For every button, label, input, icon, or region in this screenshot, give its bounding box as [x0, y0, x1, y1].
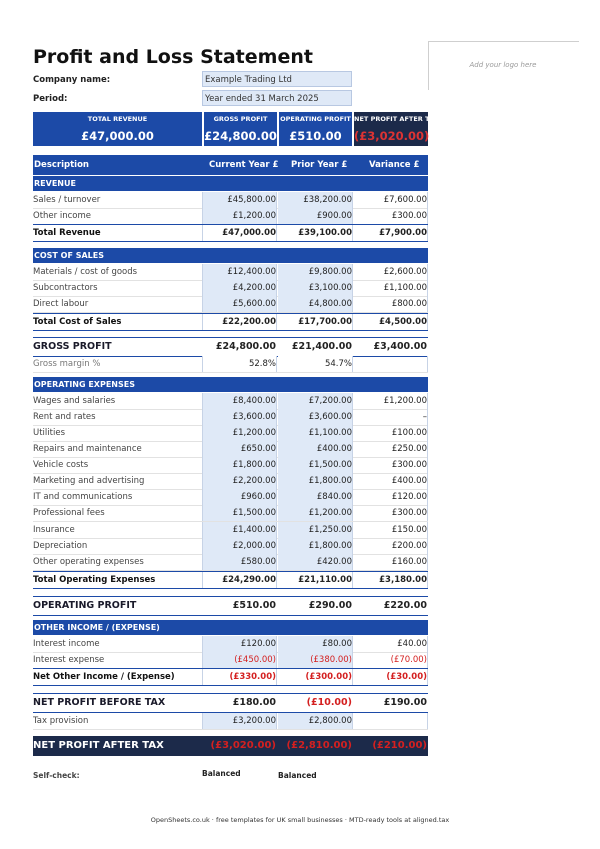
- kpi-total-revenue: [33, 112, 202, 146]
- table-row: [33, 636, 428, 653]
- prior-year-input[interactable]: £80.00: [278, 636, 353, 652]
- kpi-label: OPERATING PROFIT: [280, 115, 351, 123]
- table-row: [33, 296, 428, 313]
- kpi-value: £47,000.00: [81, 129, 154, 143]
- variance-value: £1,200.00: [354, 393, 428, 409]
- header-current-year: Current Year £: [209, 160, 279, 170]
- gross-margin-current: 52.8%: [202, 356, 277, 372]
- row-label: IT and communications: [33, 492, 133, 502]
- current-year-input[interactable]: £2,000.00: [202, 538, 277, 554]
- period-field[interactable]: Year ended 31 March 2025: [202, 90, 352, 106]
- company-name-field[interactable]: Example Trading Ltd: [202, 71, 352, 87]
- variance-value: £40.00: [354, 636, 428, 652]
- kpi-label: NET PROFIT AFTER TAX: [354, 115, 440, 123]
- current-year-input[interactable]: £4,200.00: [202, 280, 277, 296]
- footer-text: OpenSheets.co.uk · free templates for UK small businesses · MTD-ready tools at aligned.tax: [150, 816, 450, 824]
- total-current: £22,200.00: [202, 314, 277, 330]
- section-revenue: [33, 176, 428, 191]
- total-variance: (£30.00): [354, 669, 428, 685]
- prior-year-input[interactable]: £7,200.00: [278, 393, 353, 409]
- variance-value: £120.00: [354, 489, 428, 505]
- npbt-variance: £190.00: [383, 697, 427, 708]
- total-row: [33, 313, 428, 331]
- variance-value: £300.00: [354, 505, 428, 521]
- npbt-prior: (£10.00): [306, 697, 352, 708]
- table-header: [33, 155, 428, 175]
- total-prior: (£300.00): [278, 669, 353, 685]
- table-row: [33, 280, 428, 297]
- npat-prior: (£2,810.00): [286, 740, 352, 751]
- gross-profit-row: [33, 337, 428, 357]
- prior-year-input[interactable]: £38,200.00: [278, 192, 353, 208]
- variance-value: £150.00: [354, 522, 428, 538]
- kpi-value: £24,800.00: [204, 129, 277, 143]
- tax-prior-input[interactable]: £2,800.00: [278, 713, 353, 729]
- kpi-value: £510.00: [289, 129, 342, 143]
- kpi-gross-profit: [204, 112, 277, 146]
- header-variance: Variance £: [369, 160, 420, 170]
- npat-variance: (£210.00): [372, 740, 427, 751]
- row-label: Other operating expenses: [33, 557, 144, 567]
- current-year-input[interactable]: £1,500.00: [202, 505, 277, 521]
- total-row: [33, 668, 428, 686]
- prior-year-input[interactable]: £3,100.00: [278, 280, 353, 296]
- prior-year-input[interactable]: £4,800.00: [278, 296, 353, 312]
- total-prior: £17,700.00: [278, 314, 353, 330]
- current-year-input[interactable]: £8,400.00: [202, 393, 277, 409]
- row-label: Wages and salaries: [33, 396, 116, 406]
- kpi-label: TOTAL REVENUE: [87, 115, 148, 123]
- current-year-input[interactable]: £5,600.00: [202, 296, 277, 312]
- total-prior: £39,100.00: [278, 225, 353, 241]
- tax-provision-row: [33, 713, 428, 730]
- current-year-input[interactable]: £12,400.00: [202, 264, 277, 280]
- row-label: Interest expense: [33, 655, 105, 665]
- table-row: [33, 264, 428, 281]
- self-check-current: Balanced: [202, 769, 241, 778]
- row-label: Marketing and advertising: [33, 476, 145, 486]
- current-year-input[interactable]: £650.00: [202, 441, 277, 457]
- variance-value: £1,100.00: [354, 280, 428, 296]
- total-current: £24,290.00: [202, 572, 277, 588]
- prior-year-input[interactable]: £900.00: [278, 208, 353, 224]
- total-variance: £4,500.00: [354, 314, 428, 330]
- gross-profit-label: GROSS PROFIT: [33, 341, 112, 352]
- prior-year-input[interactable]: £840.00: [278, 489, 353, 505]
- current-year-input[interactable]: £1,200.00: [202, 425, 277, 441]
- net-profit-after-tax-row: [33, 736, 428, 756]
- section-title: COST OF SALES: [34, 251, 105, 260]
- row-label: Repairs and maintenance: [33, 444, 142, 454]
- variance-value: £100.00: [354, 425, 428, 441]
- table-row: [33, 457, 428, 474]
- variance-value: £160.00: [354, 554, 428, 570]
- prior-year-input[interactable]: £1,800.00: [278, 473, 353, 489]
- header-prior-year: Prior Year £: [291, 160, 348, 170]
- self-check-label: Self-check:: [33, 771, 80, 780]
- row-label: Professional fees: [33, 508, 105, 518]
- variance-value: £7,600.00: [354, 192, 428, 208]
- row-label: Utilities: [33, 428, 65, 438]
- row-label: Sales / turnover: [33, 195, 101, 205]
- row-label: Materials / cost of goods: [33, 267, 138, 277]
- table-row: [33, 522, 428, 539]
- current-year-input[interactable]: £2,200.00: [202, 473, 277, 489]
- table-row: [33, 554, 428, 571]
- npbt-current: £180.00: [232, 697, 276, 708]
- row-label: Interest income: [33, 639, 100, 649]
- total-label: Total Operating Expenses: [33, 575, 156, 585]
- total-current: (£330.00): [202, 669, 277, 685]
- prior-year-input[interactable]: £3,600.00: [278, 409, 353, 425]
- operating-profit-prior: £290.00: [308, 600, 352, 611]
- table-row: [33, 538, 428, 555]
- section-title: OPERATING EXPENSES: [34, 380, 135, 389]
- total-label: Total Cost of Sales: [33, 317, 122, 327]
- logo-placeholder-text: Add your logo here: [469, 61, 537, 69]
- prior-year-input[interactable]: £1,200.00: [278, 505, 353, 521]
- variance-value: £300.00: [354, 208, 428, 224]
- total-row: [33, 224, 428, 242]
- table-row: [33, 409, 428, 426]
- variance-value: £800.00: [354, 296, 428, 312]
- operating-profit-variance: £220.00: [383, 600, 427, 611]
- prior-year-input[interactable]: £1,800.00: [278, 538, 353, 554]
- operating-profit-current: £510.00: [232, 600, 276, 611]
- table-row: [33, 505, 428, 522]
- total-variance: £3,180.00: [354, 572, 428, 588]
- npat-label: NET PROFIT AFTER TAX: [33, 740, 164, 751]
- total-variance: £7,900.00: [354, 225, 428, 241]
- kpi-net-profit-after-tax: [354, 112, 440, 146]
- row-label: Tax provision: [33, 716, 89, 726]
- gross-profit-prior: £21,400.00: [291, 341, 352, 352]
- row-label: Rent and rates: [33, 412, 96, 422]
- variance-value: £2,600.00: [354, 264, 428, 280]
- kpi-value: (£3,020.00): [354, 129, 430, 143]
- prior-year-input[interactable]: £400.00: [278, 441, 353, 457]
- gross-profit-variance: £3,400.00: [373, 341, 427, 352]
- prior-year-input[interactable]: £1,100.00: [278, 425, 353, 441]
- prior-year-input[interactable]: £9,800.00: [278, 264, 353, 280]
- section-title: OTHER INCOME / (EXPENSE): [34, 623, 160, 632]
- current-year-input[interactable]: £3,600.00: [202, 409, 277, 425]
- current-year-input[interactable]: £580.00: [202, 554, 277, 570]
- gross-profit-current: £24,800.00: [215, 341, 276, 352]
- current-year-input[interactable]: £120.00: [202, 636, 277, 652]
- current-year-input[interactable]: £1,400.00: [202, 522, 277, 538]
- header-description: Description: [34, 160, 89, 170]
- total-prior: £21,110.00: [278, 572, 353, 588]
- row-label: Subcontractors: [33, 283, 98, 293]
- total-current: £47,000.00: [202, 225, 277, 241]
- table-row: [33, 489, 428, 506]
- tax-current-input[interactable]: £3,200.00: [202, 713, 277, 729]
- row-label: Vehicle costs: [33, 460, 89, 470]
- prior-year-input[interactable]: £1,500.00: [278, 457, 353, 473]
- table-row: [33, 208, 428, 225]
- variance-value: £400.00: [354, 473, 428, 489]
- table-row: [33, 192, 428, 209]
- table-row: [33, 473, 428, 490]
- variance-value: £200.00: [354, 538, 428, 554]
- net-profit-before-tax-row: [33, 693, 428, 713]
- self-check-prior: Balanced: [278, 771, 317, 780]
- total-label: Total Revenue: [33, 228, 101, 238]
- variance-value: £300.00: [354, 457, 428, 473]
- page-title: Profit and Loss Statement: [33, 46, 313, 68]
- prior-year-input[interactable]: (£380.00): [278, 652, 353, 668]
- prior-year-input[interactable]: £1,250.00: [278, 522, 353, 538]
- kpi-label: GROSS PROFIT: [213, 115, 268, 123]
- section-cost-of-sales: [33, 248, 428, 263]
- section-title: REVENUE: [34, 179, 76, 188]
- period-label: Period:: [33, 94, 68, 104]
- operating-profit-label: OPERATING PROFIT: [33, 600, 137, 611]
- table-row: [33, 425, 428, 442]
- current-year-input[interactable]: £960.00: [202, 489, 277, 505]
- kpi-operating-profit: [279, 112, 352, 146]
- current-year-input[interactable]: £1,200.00: [202, 208, 277, 224]
- variance-value: (£70.00): [354, 652, 428, 668]
- tax-variance: [354, 713, 428, 729]
- total-row: [33, 571, 428, 589]
- row-label: Gross margin %: [33, 359, 101, 369]
- section-operating-expenses: [33, 377, 428, 392]
- current-year-input[interactable]: £1,800.00: [202, 457, 277, 473]
- prior-year-input[interactable]: £420.00: [278, 554, 353, 570]
- current-year-input[interactable]: £45,800.00: [202, 192, 277, 208]
- variance-value: £250.00: [354, 441, 428, 457]
- table-row: [33, 652, 428, 669]
- total-label: Net Other Income / (Expense): [33, 672, 175, 682]
- gross-margin-variance: [354, 356, 428, 372]
- table-row: [33, 441, 428, 458]
- npbt-label: NET PROFIT BEFORE TAX: [33, 697, 166, 708]
- table-row: [33, 393, 428, 410]
- row-label: Insurance: [33, 525, 75, 535]
- gross-margin-row: [33, 356, 428, 373]
- variance-value: –: [354, 409, 428, 425]
- section-other-income: [33, 620, 428, 635]
- row-label: Depreciation: [33, 541, 88, 551]
- current-year-input[interactable]: (£450.00): [202, 652, 277, 668]
- row-label: Direct labour: [33, 299, 89, 309]
- row-label: Other income: [33, 211, 91, 221]
- company-name-label: Company name:: [33, 75, 111, 85]
- npat-current: (£3,020.00): [210, 740, 276, 751]
- gross-margin-prior: 54.7%: [278, 356, 353, 372]
- operating-profit-row: [33, 596, 428, 616]
